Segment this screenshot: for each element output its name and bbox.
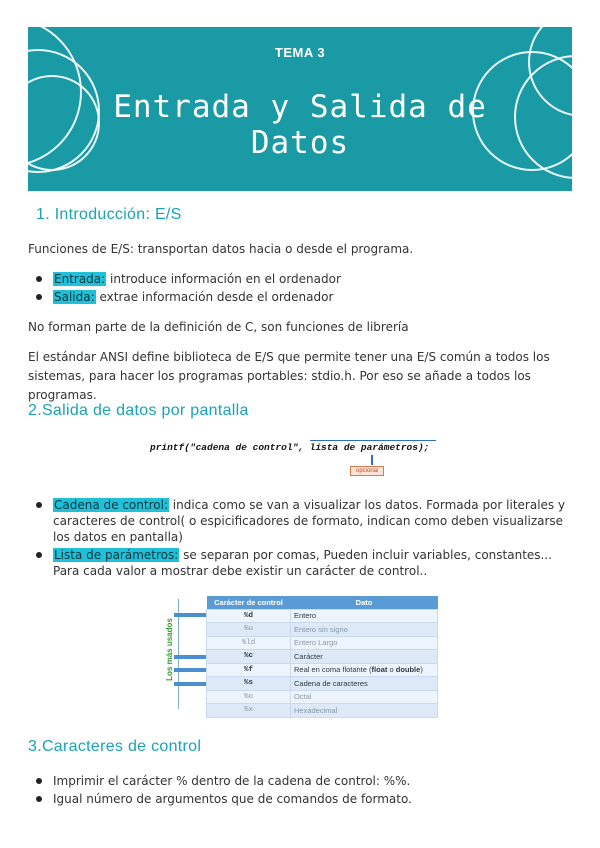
section-2-heading: 2.Salida de datos por pantalla — [28, 402, 249, 419]
bullet-dot-icon — [36, 796, 42, 802]
section-3-heading: 3.Caracteres de control — [28, 738, 202, 755]
section-1-paragraph-2: No forman parte de la definición de C, son funciones de librería — [28, 320, 409, 334]
format-specifier-table — [206, 596, 438, 718]
bullet-dot-icon — [36, 778, 42, 784]
description-cell: Octal — [291, 690, 438, 704]
specifier-cell: %s — [207, 677, 291, 691]
table-row — [207, 609, 438, 623]
list-item — [36, 271, 572, 287]
table-row — [207, 650, 438, 664]
description-cell: Entero — [291, 609, 438, 623]
table-row — [207, 663, 438, 677]
column-header: Carácter de control — [207, 596, 291, 609]
topic-label: TEMA 3 — [274, 45, 326, 60]
optional-pointer-line — [371, 455, 373, 465]
parameters-bracket-line — [310, 440, 436, 441]
list-item-text: extrae información desde el ordenador — [95, 290, 334, 304]
description-text: Real en coma flotante ( — [294, 665, 372, 675]
specifier-cell: %x — [207, 704, 291, 718]
printf-syntax-diagram — [150, 438, 450, 484]
section-1-bullet-list — [36, 271, 572, 307]
description-cell: Entero sin signo — [291, 623, 438, 637]
description-bold-text: float — [371, 665, 388, 675]
bullet-dot-icon — [36, 552, 42, 558]
list-item-text: se separan por comas, Pueden incluir variables, constantes... Para cada valor a mostrar debe existir un carácter de control.. — [53, 548, 552, 578]
table-row — [207, 704, 438, 718]
specifier-cell: %ld — [207, 636, 291, 650]
printf-code: printf("cadena de control", lista de parámetros); — [150, 442, 430, 453]
description-cell: Cadena de caracteres — [291, 677, 438, 691]
table-row — [207, 636, 438, 650]
section-3-bullet-list — [36, 773, 572, 809]
list-item — [36, 289, 572, 305]
optional-badge: opcional — [350, 466, 384, 476]
specifier-cell: %c — [207, 650, 291, 664]
title-banner — [28, 27, 572, 191]
specifier-cell: %f — [207, 663, 291, 677]
section-2-bullet-list — [36, 497, 572, 581]
page-title-line-1: Entrada y Salida de — [113, 89, 487, 125]
highlighted-term: Cadena de control: — [54, 498, 168, 512]
highlighted-term: Lista de parámetros: — [54, 548, 179, 562]
table-header-row — [207, 596, 438, 609]
list-item — [36, 547, 572, 579]
description-text: o — [387, 665, 396, 675]
list-item-text: Imprimir el carácter % dentro de la cadena de control: %%. — [53, 774, 411, 788]
column-header: Dato — [291, 596, 438, 609]
list-item-text: indica como se van a visualizar los datos. Formada por literales y caracteres de control( o espicificadores de formato, indican como deben visualizarse los datos en pantalla) — [53, 498, 566, 544]
specifier-cell: %u — [207, 623, 291, 637]
page-title-line-2: Datos — [250, 125, 350, 161]
specifier-cell: %o — [207, 690, 291, 704]
specifier-cell: %d — [207, 609, 291, 623]
description-cell: Entero Largo — [291, 636, 438, 650]
highlighted-term: Salida: — [54, 290, 95, 304]
page-title — [88, 89, 512, 161]
list-item-text: introduce información en el ordenador — [106, 272, 341, 286]
bullet-dot-icon — [36, 502, 42, 508]
section-1-heading: 1. Introducción: E/S — [36, 206, 182, 223]
description-cell — [291, 663, 438, 677]
description-cell: Carácter — [291, 650, 438, 664]
list-item — [36, 497, 572, 545]
list-item-text: Igual número de argumentos que de comandos de formato. — [53, 792, 412, 806]
list-item — [36, 773, 572, 789]
description-cell: Hexadecimal — [291, 704, 438, 718]
table-row — [207, 677, 438, 691]
description-text: ) — [420, 665, 423, 675]
list-item — [36, 791, 572, 807]
format-specifier-table-figure — [162, 593, 442, 721]
table-row — [207, 623, 438, 637]
highlighted-term: Entrada: — [54, 272, 106, 286]
bullet-dot-icon — [36, 276, 42, 282]
description-bold-text: double — [395, 665, 421, 675]
bullet-dot-icon — [36, 294, 42, 300]
most-used-label: Los más usados — [164, 618, 174, 681]
section-1-paragraph-3: El estándar ANSI define biblioteca de E/S que permite tener una E/S común a todos los sistemas, para hacer los programas portables: stdio.h. Por eso se añade a todos los programas. — [28, 350, 550, 402]
section-1-intro: Funciones de E/S: transportan datos hacia o desde el programa. — [28, 242, 414, 256]
table-row — [207, 690, 438, 704]
